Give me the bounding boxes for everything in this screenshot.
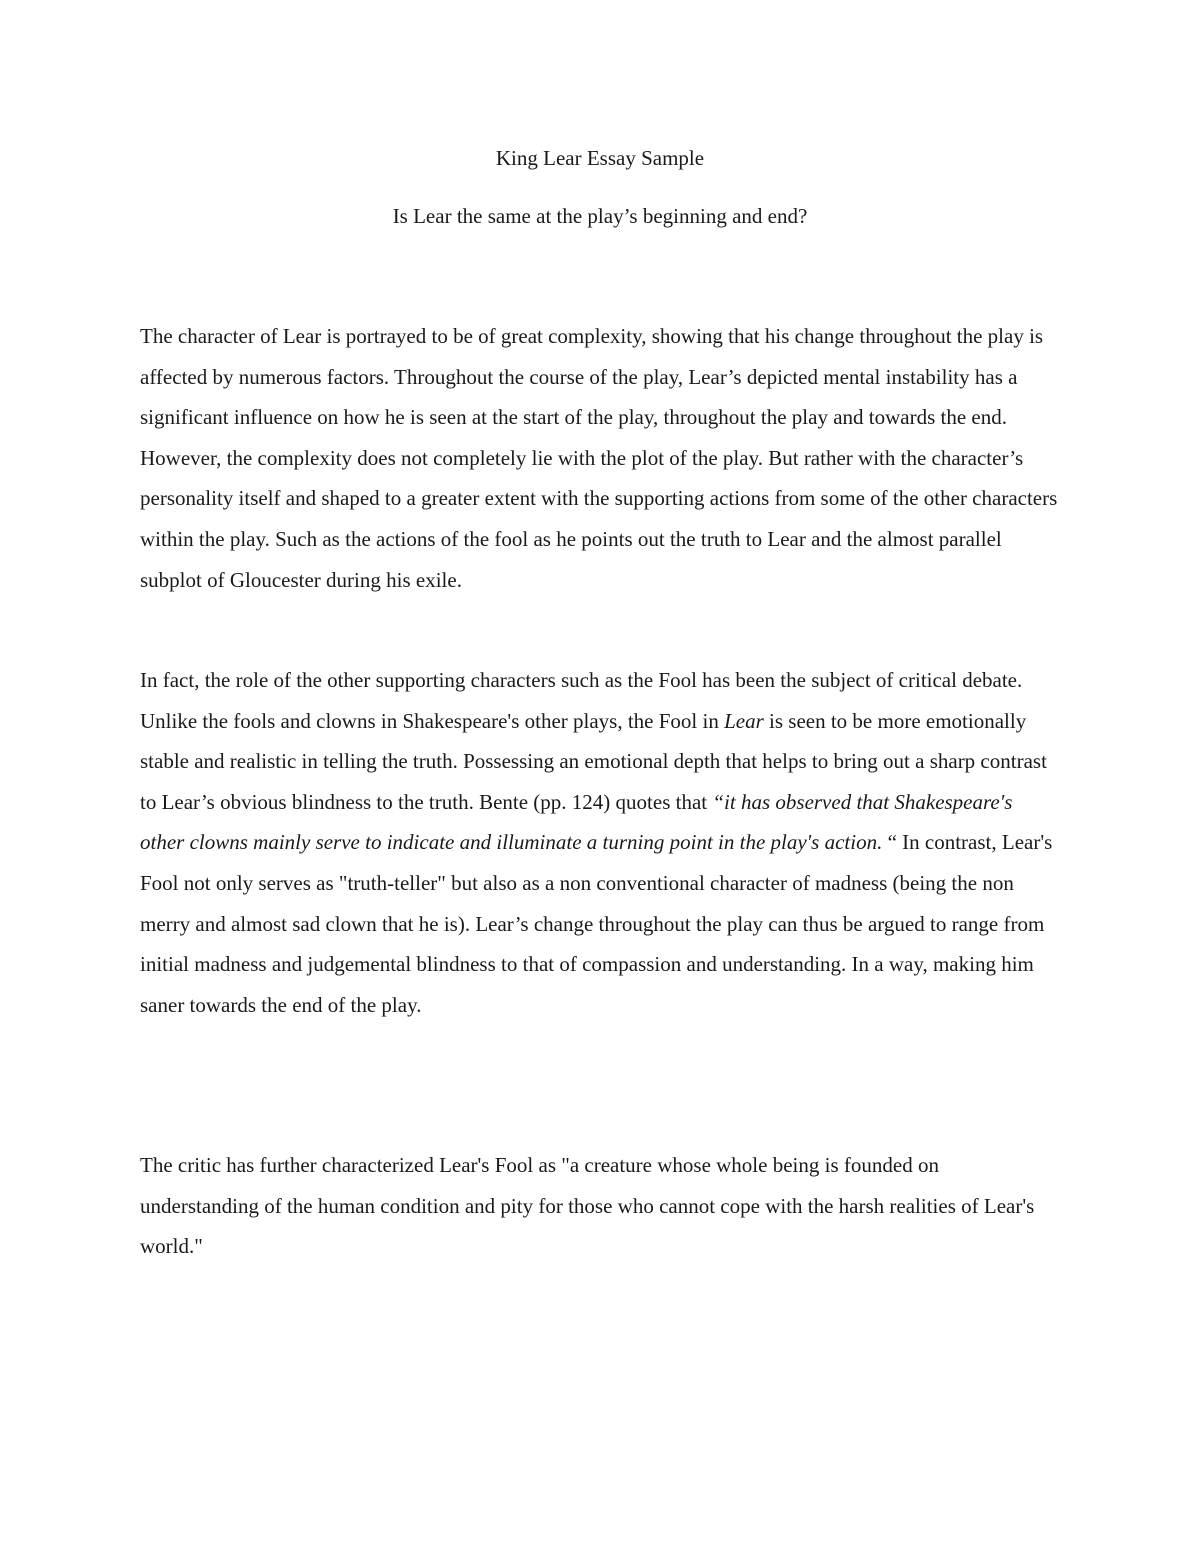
paragraph-2-quote: “it has observed that Shakespeare's other clowns mainly serve to indicate and illuminate a turning point in the play's action. — [140, 789, 1013, 855]
paragraph-1: The character of Lear is portrayed to be of great complexity, showing that his change throughout the play is affected by numerous factors. Throughout the course of the play, Lear’s depicted mental instability has a significant influence on how he is seen at the start of the play, throughout the play and towards the end. However, the complexity does not completely lie with the plot of the play. But rather with the character’s personality itself and shaped to a greater extent with the supporting actions from some of the other characters within the play. Such as the actions of the fool as he points out the truth to Lear and the almost parallel subplot of Gloucester during his exile. — [140, 324, 1058, 592]
paragraph-3: The critic has further characterized Lear's Fool as "a creature whose whole being is founded on understanding of the human condition and pity for those who cannot cope with the harsh realities of Lear's world." — [140, 1153, 1035, 1259]
document-title: King Lear Essay Sample — [495, 146, 705, 170]
paragraph-2-italic-lear: Lear — [724, 708, 764, 733]
paragraph-2-text-c: “ In contrast, Lear's Fool not only serves as "truth-teller" but also as a non conventional character of madness (being the non merry and almost sad clown that he is). Lear’s change throughout the play can thus be argued to range from initial madness and judgemental blindness to that of compassion and understanding. In a way, making him saner towards the end of the play. — [140, 830, 1053, 1017]
document-subtitle: Is Lear the same at the play’s beginning and end? — [392, 204, 808, 228]
paragraph-2-text-a: In fact, the role of the other supporting characters such as the Fool has been the subject of critical debate. Unlike the fools and clowns in Shakespeare's other plays, the Fool in — [140, 668, 1023, 733]
paragraph-2-text-b: is seen to be more emotionally stable and realistic in telling the truth. Possessing an emotional depth that helps to bring out a sharp contrast to Lear’s obvious blindness to the truth. Bente (pp. 124) quotes that — [140, 708, 1047, 814]
paragraph-2 — [140, 660, 1060, 1025]
